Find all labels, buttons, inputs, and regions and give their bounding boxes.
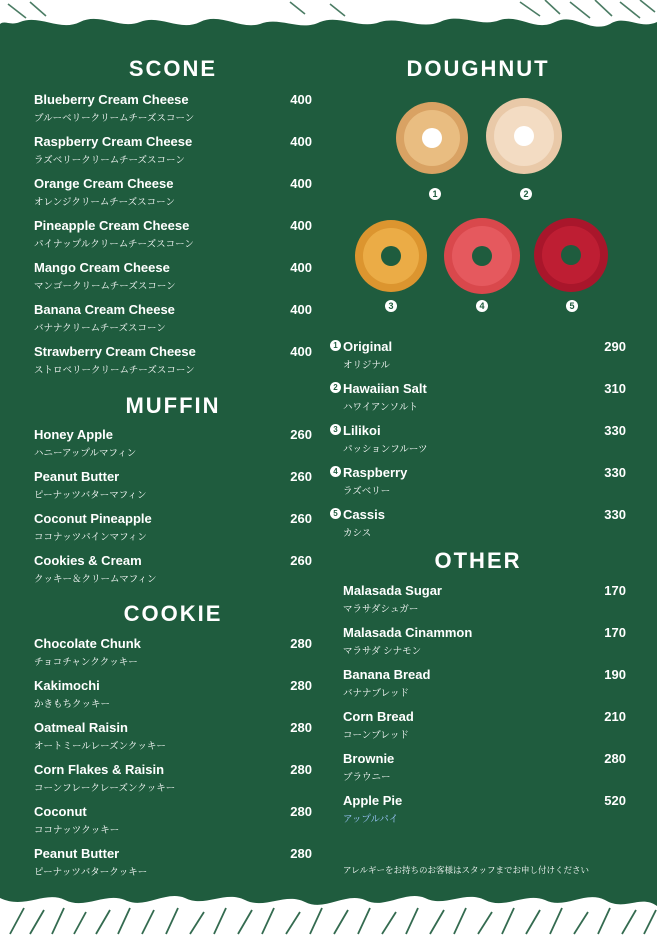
item-name-jp: コーンブレッド bbox=[343, 730, 409, 741]
item-price: 280 bbox=[604, 751, 626, 766]
item-number: 5 bbox=[330, 508, 341, 519]
item-price: 400 bbox=[290, 134, 312, 149]
item-price: 280 bbox=[290, 636, 312, 651]
menu-item bbox=[34, 302, 312, 342]
doughnut-photo-2 bbox=[484, 96, 564, 176]
top-brush-border bbox=[0, 0, 657, 40]
item-name-jp: ハニーアップルマフィン bbox=[34, 448, 137, 459]
item-name: Malasada Sugar bbox=[343, 583, 442, 598]
item-name: Mango Cream Cheese bbox=[34, 260, 170, 275]
item-name-jp: バナナブレッド bbox=[343, 688, 410, 699]
item-price: 400 bbox=[290, 92, 312, 107]
item-price: 280 bbox=[290, 804, 312, 819]
item-number: 3 bbox=[330, 424, 341, 435]
item-price: 400 bbox=[290, 344, 312, 359]
item-price: 330 bbox=[604, 465, 626, 480]
item-name-jp: クッキー＆クリームマフィン bbox=[34, 574, 157, 585]
item-name-jp: パイナップルクリームチーズスコーン bbox=[34, 239, 194, 250]
menu-item bbox=[330, 709, 626, 749]
item-name-jp: オリジナル bbox=[343, 360, 391, 371]
item-name-jp: ブラウニー bbox=[343, 772, 391, 783]
item-name-jp: ピーナッツバタークッキー bbox=[34, 867, 148, 878]
doughnut-photo-number: 1 bbox=[429, 188, 441, 200]
item-name-jp: マンゴークリームチーズスコーン bbox=[34, 281, 176, 292]
item-name-jp: カシス bbox=[343, 528, 372, 539]
item-name-jp: ココナッツパインマフィン bbox=[34, 532, 147, 543]
item-name: Kakimochi bbox=[34, 678, 100, 693]
item-name: Banana Bread bbox=[343, 667, 431, 682]
item-name-jp: オートミールレーズンクッキー bbox=[34, 741, 166, 752]
item-name: Peanut Butter bbox=[34, 469, 120, 484]
doughnut-photo-number: 5 bbox=[566, 300, 578, 312]
doughnut-photo-number: 2 bbox=[520, 188, 532, 200]
doughnut-photo-3 bbox=[353, 218, 429, 294]
item-name: Blueberry Cream Cheese bbox=[34, 92, 189, 107]
item-name-jp: アップルパイ bbox=[343, 814, 399, 825]
menu-item bbox=[34, 511, 312, 551]
item-name: Original bbox=[343, 339, 393, 354]
item-number: 4 bbox=[330, 466, 341, 477]
item-name: Oatmeal Raisin bbox=[34, 720, 128, 735]
item-price: 400 bbox=[290, 302, 312, 317]
menu-item bbox=[330, 423, 626, 463]
item-price: 400 bbox=[290, 176, 312, 191]
menu-item bbox=[330, 381, 626, 421]
item-name: Brownie bbox=[343, 751, 395, 766]
item-name: Corn Flakes & Raisin bbox=[34, 762, 165, 777]
menu-item bbox=[34, 92, 312, 132]
item-name: Corn Bread bbox=[343, 709, 414, 724]
item-price: 260 bbox=[290, 427, 312, 442]
menu-item bbox=[34, 134, 312, 174]
item-name-jp: ハワイアンソルト bbox=[343, 402, 419, 413]
menu-item bbox=[330, 339, 626, 379]
menu-item bbox=[34, 427, 312, 467]
item-price: 260 bbox=[290, 511, 312, 526]
item-name: Pineapple Cream Cheese bbox=[34, 218, 190, 233]
menu-item bbox=[330, 583, 626, 623]
doughnut-photo-1 bbox=[394, 100, 470, 176]
scone-title: SCONE bbox=[128, 56, 218, 81]
menu-item bbox=[330, 625, 626, 665]
item-name-jp: ピーナッツバターマフィン bbox=[34, 490, 147, 501]
menu-item bbox=[34, 553, 312, 593]
item-number: 2 bbox=[330, 382, 341, 393]
allergy-note: アレルギーをお持ちのお客様はスタッフまでお申し付けください bbox=[343, 865, 589, 875]
menu-item bbox=[34, 762, 312, 802]
item-name: Cassis bbox=[343, 507, 385, 522]
item-name-jp: パッションフルーツ bbox=[343, 444, 428, 455]
doughnut-photo-number: 3 bbox=[385, 300, 397, 312]
item-price: 210 bbox=[604, 709, 626, 724]
item-name-jp: マラサダ シナモン bbox=[343, 646, 422, 657]
item-name-jp: コーンフレークレーズンクッキー bbox=[34, 783, 176, 794]
item-name-jp: ストロベリークリームチーズスコーン bbox=[34, 365, 195, 376]
item-name: Chocolate Chunk bbox=[34, 636, 141, 651]
item-price: 280 bbox=[290, 846, 312, 861]
item-name: Coconut Pineapple bbox=[34, 511, 152, 526]
item-price: 260 bbox=[290, 553, 312, 568]
item-name-jp: オレンジクリームチーズスコーン bbox=[34, 197, 175, 208]
menu-item bbox=[34, 176, 312, 216]
muffin-title: MUFFIN bbox=[125, 393, 221, 418]
item-name-jp: ココナッツクッキー bbox=[34, 825, 120, 836]
menu-item bbox=[34, 804, 312, 844]
item-price: 190 bbox=[604, 667, 626, 682]
item-name-jp: ブルーベリークリームチーズスコーン bbox=[34, 113, 195, 124]
doughnut-photo-4 bbox=[442, 216, 522, 296]
menu-item bbox=[34, 720, 312, 760]
item-name: Cookies & Cream bbox=[34, 553, 142, 568]
item-price: 170 bbox=[604, 625, 626, 640]
menu-item bbox=[34, 636, 312, 676]
menu-item bbox=[34, 846, 312, 886]
item-price: 170 bbox=[604, 583, 626, 598]
menu-item bbox=[330, 751, 626, 791]
item-name-jp: マラサダシュガー bbox=[343, 604, 419, 615]
other-title: OTHER bbox=[434, 548, 522, 573]
menu-item bbox=[34, 260, 312, 300]
menu-item bbox=[330, 667, 626, 707]
doughnut-photo-number: 4 bbox=[476, 300, 488, 312]
item-name: Honey Apple bbox=[34, 427, 113, 442]
menu-item bbox=[330, 465, 626, 505]
item-price: 280 bbox=[290, 762, 312, 777]
item-name: Raspberry Cream Cheese bbox=[34, 134, 193, 149]
menu-item bbox=[330, 793, 626, 833]
item-price: 280 bbox=[290, 720, 312, 735]
doughnut-title: DOUGHNUT bbox=[406, 56, 550, 81]
item-price: 280 bbox=[290, 678, 312, 693]
item-number: 1 bbox=[330, 340, 341, 351]
bottom-brush-border bbox=[0, 886, 657, 936]
item-price: 330 bbox=[604, 507, 626, 522]
item-name: Coconut bbox=[34, 804, 87, 819]
item-price: 520 bbox=[604, 793, 626, 808]
item-name: Peanut Butter bbox=[34, 846, 120, 861]
item-price: 400 bbox=[290, 218, 312, 233]
item-price: 310 bbox=[604, 381, 626, 396]
item-name: Malasada Cinammon bbox=[343, 625, 473, 640]
item-name: Apple Pie bbox=[343, 793, 403, 808]
item-name-jp: バナナクリームチーズスコーン bbox=[34, 323, 166, 334]
item-price: 330 bbox=[604, 423, 626, 438]
item-name: Lilikoi bbox=[343, 423, 381, 438]
item-name: Banana Cream Cheese bbox=[34, 302, 175, 317]
item-name: Raspberry bbox=[343, 465, 408, 480]
menu-item bbox=[34, 344, 312, 384]
item-price: 290 bbox=[604, 339, 626, 354]
item-name-jp: チョコチャンククッキー bbox=[34, 657, 138, 668]
menu-item bbox=[34, 678, 312, 718]
item-name-jp: ラズベリー bbox=[343, 486, 391, 497]
item-name: Strawberry Cream Cheese bbox=[34, 344, 196, 359]
menu-item bbox=[34, 469, 312, 509]
menu-item bbox=[330, 507, 626, 547]
doughnut-photo-5 bbox=[532, 216, 610, 294]
item-name-jp: かきもちクッキー bbox=[34, 699, 111, 710]
item-price: 400 bbox=[290, 260, 312, 275]
item-name-jp: ラズベリークリームチーズスコーン bbox=[34, 155, 185, 166]
cookie-title: COOKIE bbox=[123, 601, 223, 626]
item-price: 260 bbox=[290, 469, 312, 484]
item-name: Orange Cream Cheese bbox=[34, 176, 174, 191]
menu-item bbox=[34, 218, 312, 258]
item-name: Hawaiian Salt bbox=[343, 381, 427, 396]
